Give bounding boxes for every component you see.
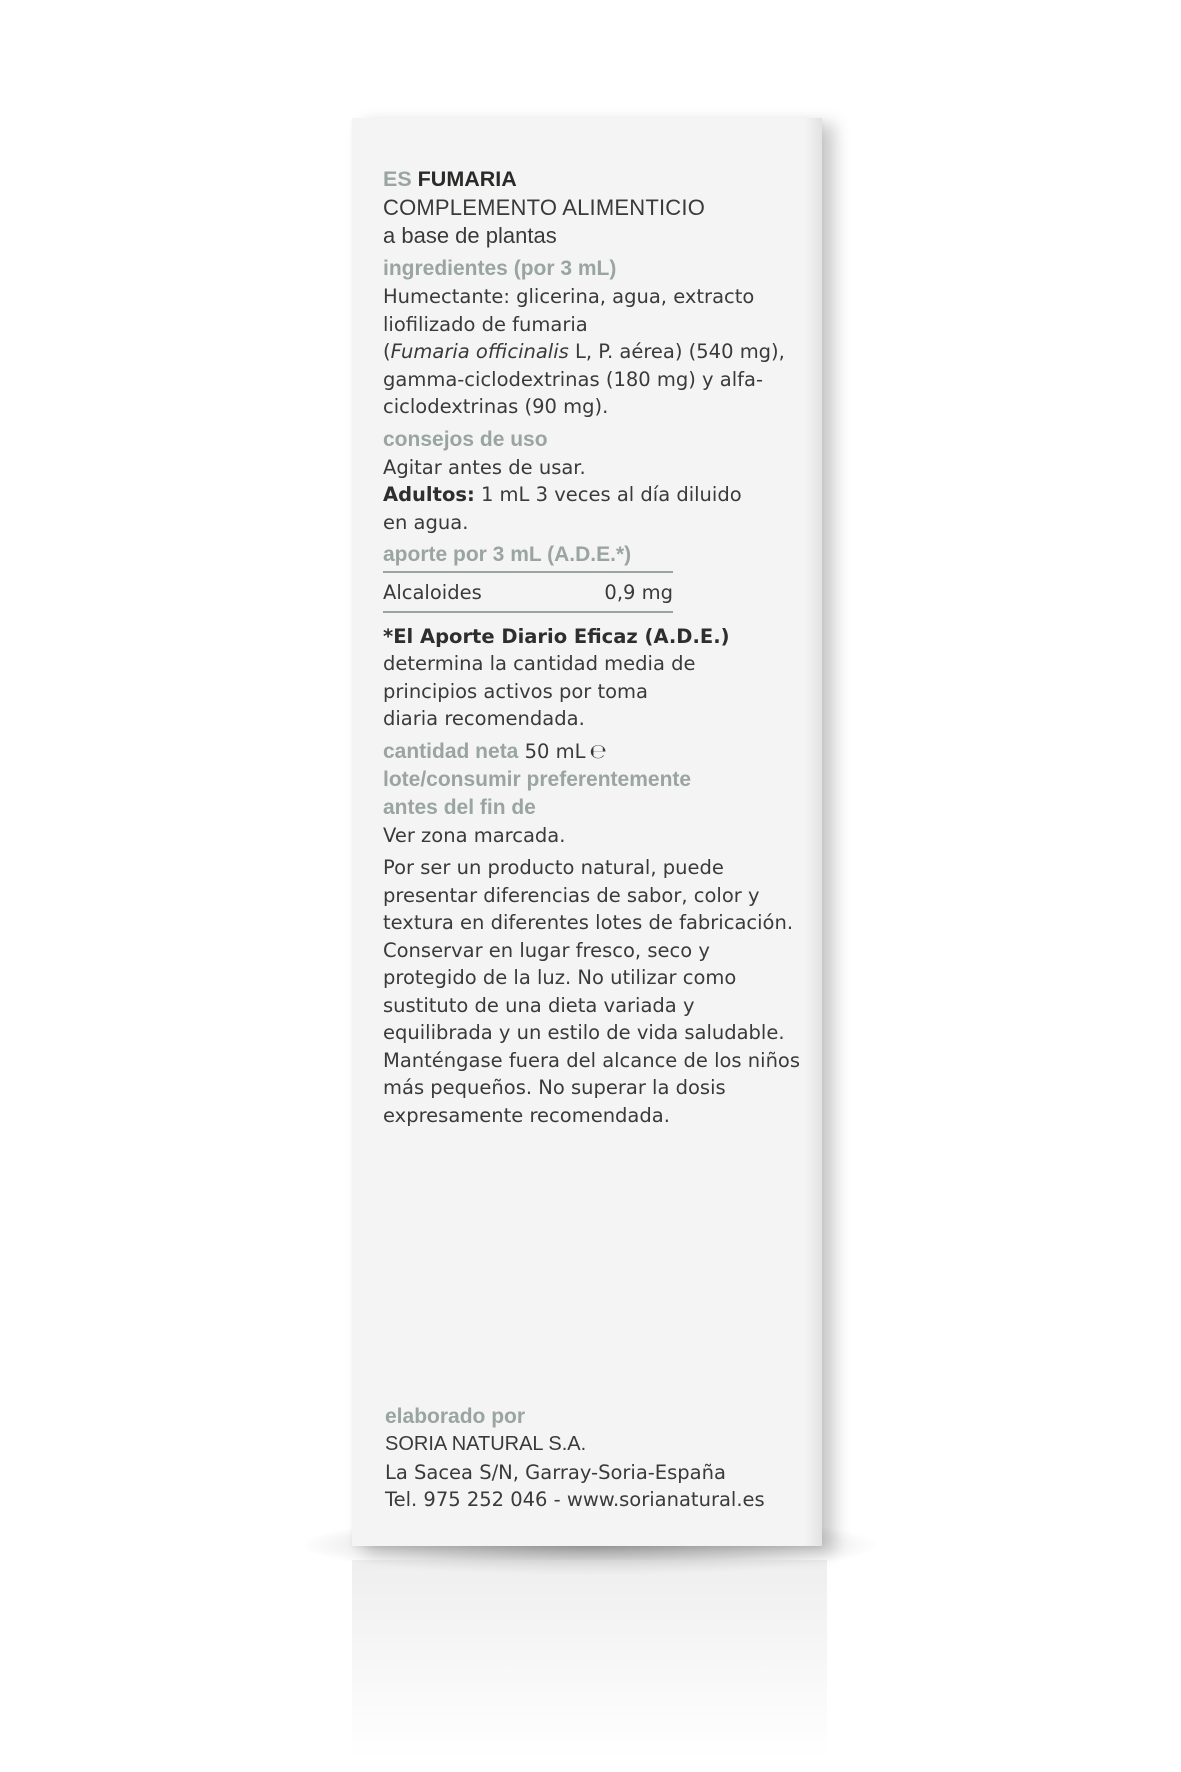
usage-heading: consejos de uso <box>383 427 548 451</box>
estimated-sign-icon: ℮ <box>589 738 607 763</box>
warning-line: expresamente recomendada. <box>383 1103 670 1127</box>
ingredients-line-2: liofilizado de fumaria <box>383 312 588 336</box>
aporte-table <box>383 576 673 613</box>
warning-line: sustituto de una dieta variada y <box>383 993 695 1017</box>
language-code: ES <box>383 167 412 191</box>
ingredients-line-3 <box>383 338 813 366</box>
ingredients-latin-name: Fumaria officinalis <box>390 340 569 363</box>
warnings-block <box>383 854 813 1129</box>
ade-note-title: *El Aporte Diario Eficaz (A.D.E.) <box>383 624 730 648</box>
ade-note-line-4: diaria recomendada. <box>383 707 585 730</box>
product-title <box>383 164 813 194</box>
product-subtype: a base de plantas <box>383 223 557 248</box>
warning-line: equilibrada y un estilo de vida saludable. <box>383 1021 785 1044</box>
ingredients-line-1: Humectante: glicerina, agua, extracto <box>383 285 755 308</box>
ade-note-line-3: principios activos por toma <box>383 679 649 703</box>
lot-heading-2: antes del fin de <box>383 795 536 819</box>
warning-line: textura en diferentes lotes de fabricación. <box>383 911 794 934</box>
net-quantity-heading: cantidad neta <box>383 739 519 763</box>
manufacturer-address: La Sacea S/N, Garray-Soria-España <box>385 1460 726 1484</box>
product-type: COMPLEMENTO ALIMENTICIO <box>383 195 706 220</box>
warning-line: Conservar en lugar fresco, seco y <box>383 938 710 962</box>
manufacturer-block <box>385 1403 815 1514</box>
warning-line: Por ser un producto natural, puede <box>383 856 724 879</box>
aporte-row-value: 0,9 mg <box>604 581 673 604</box>
net-quantity <box>383 738 813 766</box>
lot-text: Ver zona marcada. <box>383 823 566 847</box>
box-reflection <box>352 1560 827 1760</box>
usage-adults-label: Adultos: <box>383 483 475 506</box>
usage-line-1: Agitar antes de usar. <box>383 455 586 479</box>
ingredients-heading: ingredientes (por 3 mL) <box>383 257 617 280</box>
lot-heading-1: lote/consumir preferentemente <box>383 767 692 791</box>
ade-note-line-2: determina la cantidad media de <box>383 652 696 675</box>
warning-line: presentar diferencias de sabor, color y <box>383 883 760 907</box>
aporte-heading: aporte por 3 mL (A.D.E.*) <box>383 541 673 573</box>
warning-line: más pequeños. No superar la dosis <box>383 1076 726 1099</box>
net-quantity-value: 50 mL <box>524 739 586 763</box>
ingredients-line-4: gamma-ciclodextrinas (180 mg) y alfa- <box>383 367 763 391</box>
ingredients-paren: ( <box>383 340 391 363</box>
warning-line: Manténgase fuera del alcance de los niños <box>383 1048 801 1072</box>
usage-adults-text: 1 mL 3 veces al día diluido <box>474 483 742 506</box>
aporte-row <box>383 576 673 611</box>
usage-line-3: en agua. <box>383 510 469 534</box>
manufacturer-company: SORIA NATURAL S.A. <box>385 1433 587 1455</box>
product-name: FUMARIA <box>417 167 517 191</box>
aporte-row-name: Alcaloides <box>383 581 482 604</box>
manufacturer-contact: Tel. 975 252 046 - www.sorianatural.es <box>385 1488 765 1511</box>
label-content <box>383 164 813 1129</box>
warning-line: protegido de la luz. No utilizar como <box>383 966 737 989</box>
manufacturer-heading: elaborado por <box>385 1405 526 1428</box>
usage-adults <box>383 481 813 509</box>
ingredients-line-3-rest: L, P. aérea) (540 mg), <box>568 340 785 363</box>
ingredients-line-5: ciclodextrinas (90 mg). <box>383 395 609 418</box>
product-box-side-panel <box>352 118 822 1546</box>
